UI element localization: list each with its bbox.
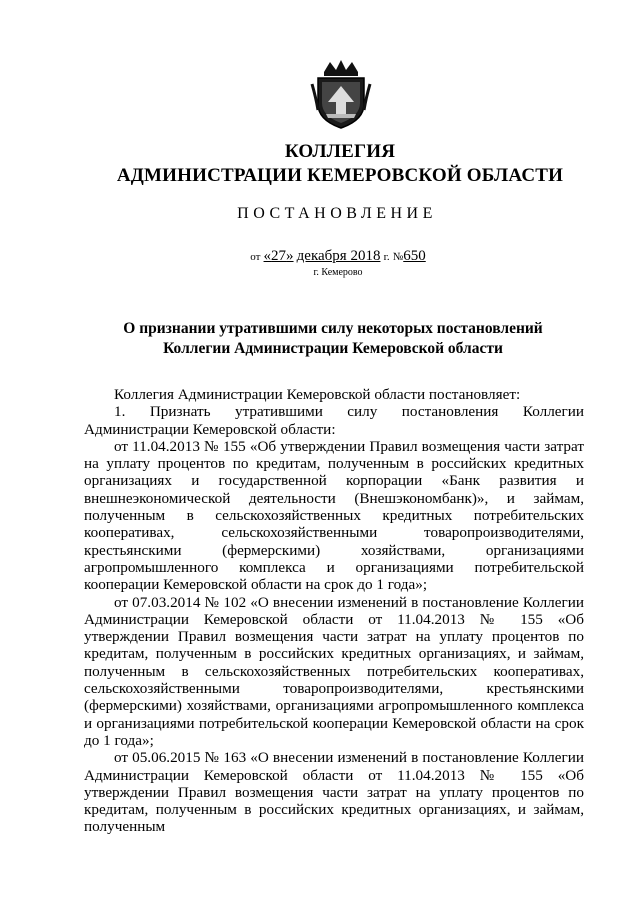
- document-subject: [84, 319, 582, 359]
- year-suffix: г.: [383, 251, 390, 263]
- date-month-year: декабря 2018: [296, 248, 381, 264]
- subject-line-1: О признании утратившими силу некоторых постановлений: [123, 320, 543, 337]
- document-number: 650: [403, 248, 426, 264]
- city-name: г. Кемерово: [313, 267, 363, 278]
- administration-title: АДМИНИСТРАЦИИ КЕМЕРОВСКОЙ ОБЛАСТИ: [116, 165, 564, 186]
- quote-close: »: [286, 248, 294, 264]
- paragraph-resolution-102: от 07.03.2014 № 102 «О внесении изменений в постановление Коллегии Администрации Кемеровской области от 11.04.2013 № 155 «Об утверждении Правил возмещения части затрат на уплату процентов по кредитам, полученным в российских кредитных организациях, и займам, полученным в сельскохозяйственных потребительских кооперативах, сельскохозяйственными товаропроизводителями, крестьянскими (фермерскими) хозяйствами, организациями агропромышленного комплекса и организациями потребительской кооперации Кемеровской области на срок до 1 года»;: [84, 593, 584, 749]
- document-body: [84, 386, 584, 836]
- coat-of-arms-icon: [310, 58, 372, 130]
- board-title: КОЛЛЕГИЯ: [284, 141, 396, 162]
- document-type: ПОСТАНОВЛЕНИЕ: [237, 205, 437, 222]
- date-prefix: от: [250, 251, 261, 263]
- paragraph-resolution-155: от 11.04.2013 № 155 «Об утверждении Правил возмещения части затрат на уплату процентов по кредитам, полученным в российских кредитных организациях и государственной корпорации «Банк развития и внешнеэкономической деятельности (Внешэкономбанк)», и займам, полученным в сельскохозяйственных кредитных потребительских кооперативах, сельскохозяйственными товаропроизводителями, крестьянскими (фермерскими) хозяйствами, организациями агропромышленного комплекса и организациями потребительской кооперации Кемеровской области на срок до 1 года»;: [84, 437, 584, 594]
- paragraph-preamble: Коллегия Администрации Кемеровской области постановляет:: [114, 386, 521, 403]
- date-day: 27: [271, 248, 287, 264]
- paragraph-resolution-163: от 05.06.2015 № 163 «О внесении изменений в постановление Коллегии Администрации Кемеровской области от 11.04.2013 № 155 «Об утверждении Правил возмещения части затрат на уплату процентов по кредитам, полученным в российских кредитных организациях, и займам, полученным: [84, 749, 584, 836]
- number-sign: №: [392, 251, 404, 263]
- subject-line-2: Коллегии Администрации Кемеровской области: [163, 340, 503, 357]
- paragraph-item-1: 1. Признать утратившими силу постановления Коллегии Администрации Кемеровской области:: [84, 403, 584, 438]
- date-number-line: [0, 248, 640, 265]
- quote-open: «: [263, 248, 272, 264]
